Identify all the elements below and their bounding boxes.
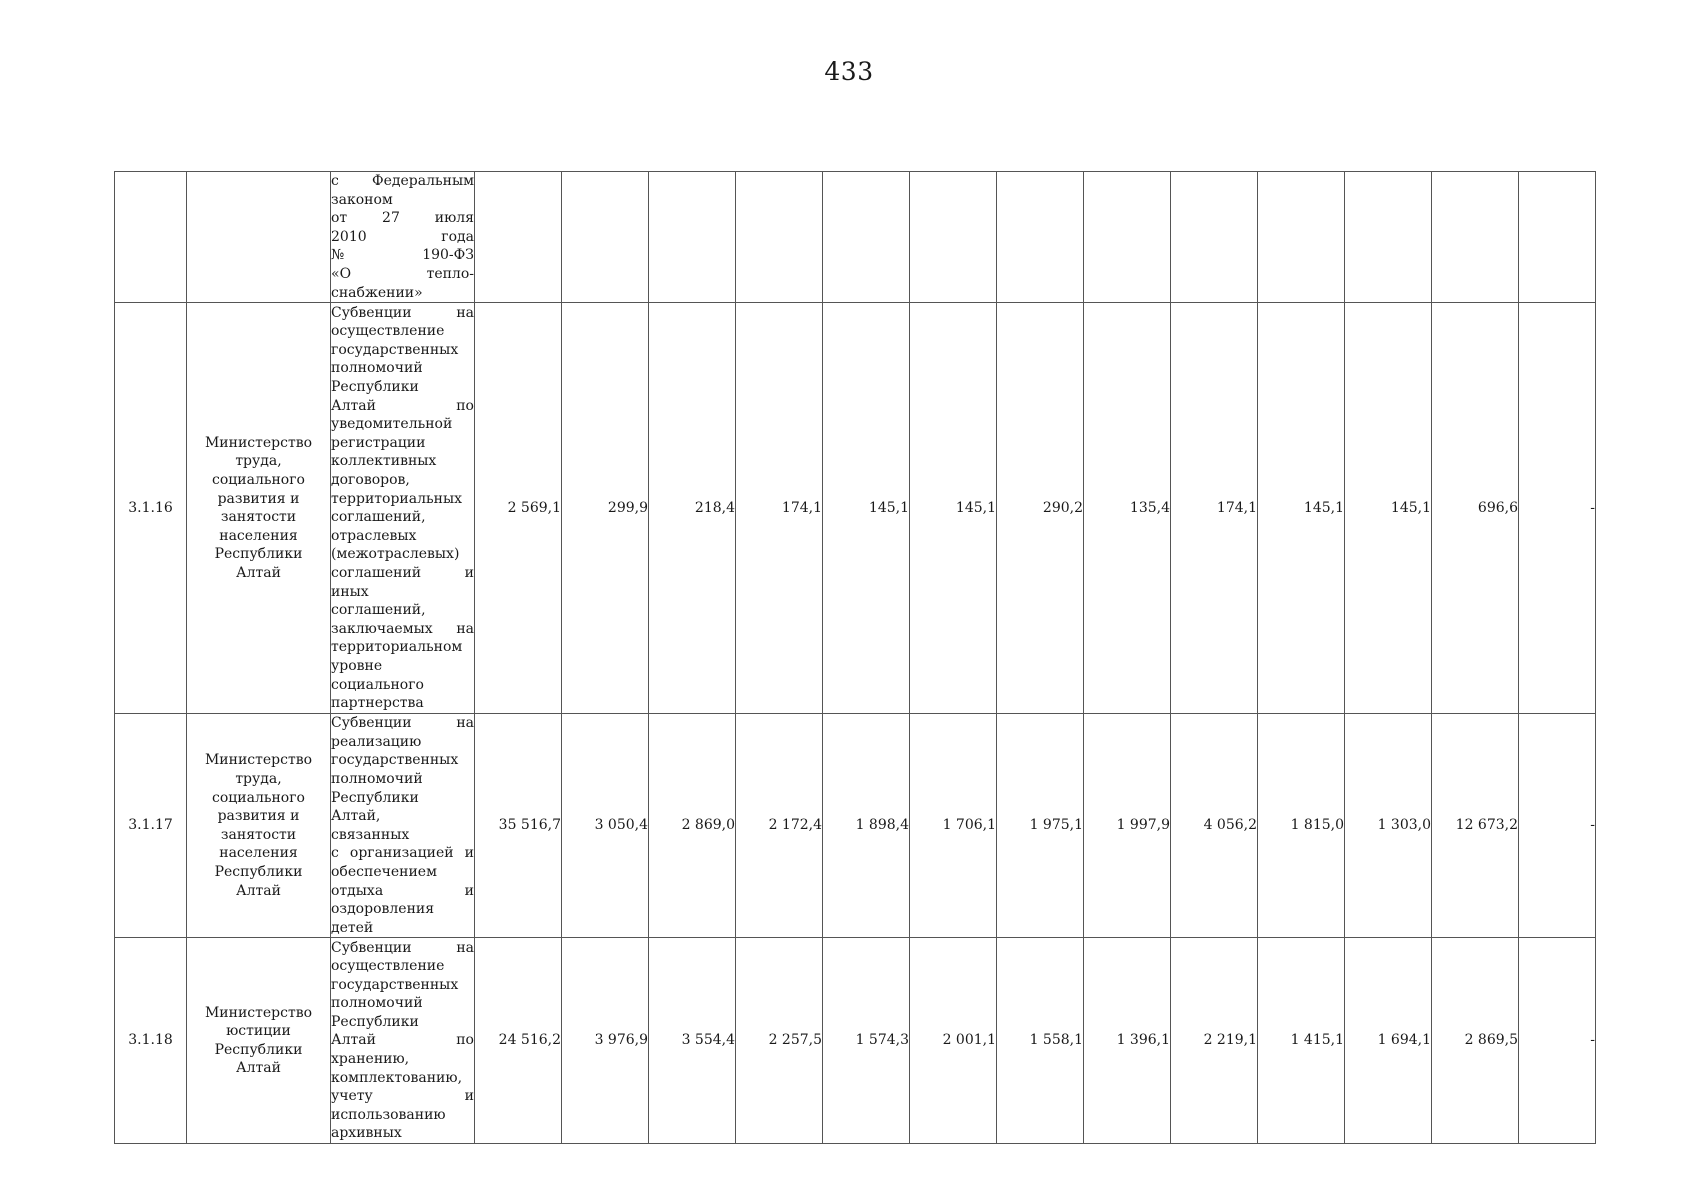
description-line: Республики xyxy=(331,379,419,395)
description-line: социального xyxy=(331,676,424,693)
organization-line: Республики xyxy=(214,863,303,880)
amount-cell: 1 694,1 xyxy=(1345,938,1432,1144)
amount-cell: 1 975,1 xyxy=(997,714,1084,938)
amount-cell: 1 815,0 xyxy=(1258,714,1345,938)
row-code xyxy=(115,172,187,303)
description-line: партнерства xyxy=(331,695,424,712)
description-line: уведомительной xyxy=(331,416,453,433)
row-code: 3.1.16 xyxy=(115,303,187,714)
page-number: 433 xyxy=(824,57,874,86)
amount-cell: 1 558,1 xyxy=(997,938,1084,1144)
description-line: Субвенции на xyxy=(331,304,474,321)
amount-cell: 2 172,4 xyxy=(736,714,823,938)
description-line: отраслевых xyxy=(331,527,417,544)
organization-line: Республики xyxy=(214,546,303,563)
description-line: государственных xyxy=(331,341,459,358)
description-line: иных xyxy=(331,583,369,600)
description-line: государственных xyxy=(331,752,459,769)
subvention-description xyxy=(331,714,475,938)
amount-cell: 299,9 xyxy=(562,303,649,714)
table-row xyxy=(115,303,1596,714)
amount-cell: 2 569,1 xyxy=(475,303,562,714)
organization-line: развития и xyxy=(217,490,300,507)
description-line: № 190-ФЗ xyxy=(331,247,474,264)
amount-cell: 12 673,2 xyxy=(1432,714,1519,938)
responsible-organization xyxy=(187,938,331,1144)
description-line: Алтай по xyxy=(331,1032,474,1049)
amount-cell xyxy=(562,172,649,303)
amount-cell: 1 415,1 xyxy=(1258,938,1345,1144)
organization-line: Министерство xyxy=(204,1004,313,1021)
amount-cell xyxy=(1171,172,1258,303)
description-line: полномочий xyxy=(331,360,423,377)
description-line: от 27 июля xyxy=(331,210,474,227)
row-code: 3.1.17 xyxy=(115,714,187,938)
description-line: обеспечением xyxy=(331,863,437,880)
description-line: соглашений и xyxy=(331,564,474,581)
description-line: учету и xyxy=(331,1088,474,1105)
description-line: уровне xyxy=(331,657,383,674)
description-line: соглашений, xyxy=(331,602,426,619)
description-line: Республики xyxy=(331,1013,419,1030)
amount-cell: 1 898,4 xyxy=(823,714,910,938)
organization-line: труда, xyxy=(235,453,282,470)
description-line: архивных xyxy=(331,1125,402,1142)
description-line: территориальных xyxy=(331,490,462,507)
amount-cell: 1 574,3 xyxy=(823,938,910,1144)
amount-cell xyxy=(910,172,997,303)
amount-cell: 1 303,0 xyxy=(1345,714,1432,938)
description-line: с Федеральным xyxy=(331,173,474,189)
amount-cell xyxy=(649,172,736,303)
amount-cell: 3 554,4 xyxy=(649,938,736,1144)
responsible-organization xyxy=(187,714,331,938)
organization-line: социального xyxy=(212,789,305,806)
description-line: договоров, xyxy=(331,471,410,488)
description-line: полномочий xyxy=(331,995,423,1012)
amount-cell xyxy=(736,172,823,303)
amount-cell: 35 516,7 xyxy=(475,714,562,938)
amount-cell: 135,4 xyxy=(1084,303,1171,714)
amount-cell: 1 396,1 xyxy=(1084,938,1171,1144)
amount-cell xyxy=(1258,172,1345,303)
description-line: Алтай, xyxy=(331,808,381,825)
table-row xyxy=(115,938,1596,1144)
budget-table xyxy=(114,171,1596,1144)
amount-cell: 290,2 xyxy=(997,303,1084,714)
amount-cell: 24 516,2 xyxy=(475,938,562,1144)
description-line: 2010 года xyxy=(331,228,474,245)
description-line: законом xyxy=(331,191,393,208)
amount-cell: 1 706,1 xyxy=(910,714,997,938)
amount-cell: 2 869,5 xyxy=(1432,938,1519,1144)
amount-cell: 145,1 xyxy=(1258,303,1345,714)
note-cell: - xyxy=(1519,714,1596,938)
table-row xyxy=(115,714,1596,938)
note-cell xyxy=(1519,172,1596,303)
description-line: соглашений, xyxy=(331,509,426,526)
amount-cell xyxy=(1084,172,1171,303)
amount-cell xyxy=(1345,172,1432,303)
description-line: связанных xyxy=(331,826,410,843)
description-line: использованию xyxy=(331,1106,446,1123)
amount-cell xyxy=(475,172,562,303)
amount-cell: 2 869,0 xyxy=(649,714,736,938)
amount-cell: 145,1 xyxy=(823,303,910,714)
organization-line: Республики xyxy=(214,1041,303,1058)
description-line: Алтай по xyxy=(331,397,474,414)
description-line: Субвенции на xyxy=(331,715,474,732)
description-line: регистрации xyxy=(331,434,426,451)
description-line: Субвенции на xyxy=(331,939,474,956)
amount-cell: 174,1 xyxy=(736,303,823,714)
description-line: оздоровления xyxy=(331,901,435,918)
amount-cell: 696,6 xyxy=(1432,303,1519,714)
amount-cell: 2 219,1 xyxy=(1171,938,1258,1144)
amount-cell: 145,1 xyxy=(910,303,997,714)
responsible-organization xyxy=(187,172,331,303)
amount-cell: 1 997,9 xyxy=(1084,714,1171,938)
organization-line: Министерство xyxy=(204,752,313,769)
organization-line: юстиции xyxy=(226,1023,291,1040)
amount-cell xyxy=(823,172,910,303)
subvention-description xyxy=(331,303,475,714)
organization-line: труда, xyxy=(235,770,282,787)
amount-cell xyxy=(1432,172,1519,303)
description-line: реализацию xyxy=(331,733,422,750)
description-line: коллективных xyxy=(331,453,437,470)
organization-line: Министерство xyxy=(204,434,313,451)
description-line: территориальном xyxy=(331,639,463,656)
responsible-organization xyxy=(187,303,331,714)
amount-cell: 3 050,4 xyxy=(562,714,649,938)
description-line: заключаемых на xyxy=(331,620,474,637)
amount-cell: 4 056,2 xyxy=(1171,714,1258,938)
table-row xyxy=(115,172,1596,303)
amount-cell: 2 257,5 xyxy=(736,938,823,1144)
organization-line: Алтай xyxy=(236,1060,281,1077)
description-line: осуществление xyxy=(331,323,445,340)
subvention-description xyxy=(331,938,475,1144)
description-line: государственных xyxy=(331,976,459,993)
description-line: «О тепло- xyxy=(331,265,474,282)
organization-line: населения xyxy=(219,845,298,862)
amount-cell: 3 976,9 xyxy=(562,938,649,1144)
organization-line: занятости xyxy=(220,826,297,843)
note-cell: - xyxy=(1519,303,1596,714)
subvention-description xyxy=(331,172,475,303)
organization-line: Алтай xyxy=(236,882,281,899)
description-line: комплектованию, xyxy=(331,1069,463,1086)
description-line: детей xyxy=(331,919,374,936)
amount-cell: 174,1 xyxy=(1171,303,1258,714)
organization-line: развития и xyxy=(217,808,300,825)
description-line: хранению, xyxy=(331,1051,410,1068)
note-cell: - xyxy=(1519,938,1596,1144)
organization-line: населения xyxy=(219,527,298,544)
amount-cell xyxy=(997,172,1084,303)
description-line: осуществление xyxy=(331,958,445,975)
organization-line: Алтай xyxy=(236,564,281,581)
description-line: Республики xyxy=(331,789,419,806)
amount-cell: 2 001,1 xyxy=(910,938,997,1144)
description-line: полномочий xyxy=(331,770,423,787)
row-code: 3.1.18 xyxy=(115,938,187,1144)
amount-cell: 218,4 xyxy=(649,303,736,714)
organization-line: занятости xyxy=(220,509,297,526)
description-line: отдыха и xyxy=(331,882,474,899)
description-line: (межотраслевых) xyxy=(331,546,460,563)
description-line: снабжении» xyxy=(331,284,423,301)
organization-line: социального xyxy=(212,471,305,488)
description-line: с организацией и xyxy=(331,845,474,862)
amount-cell: 145,1 xyxy=(1345,303,1432,714)
